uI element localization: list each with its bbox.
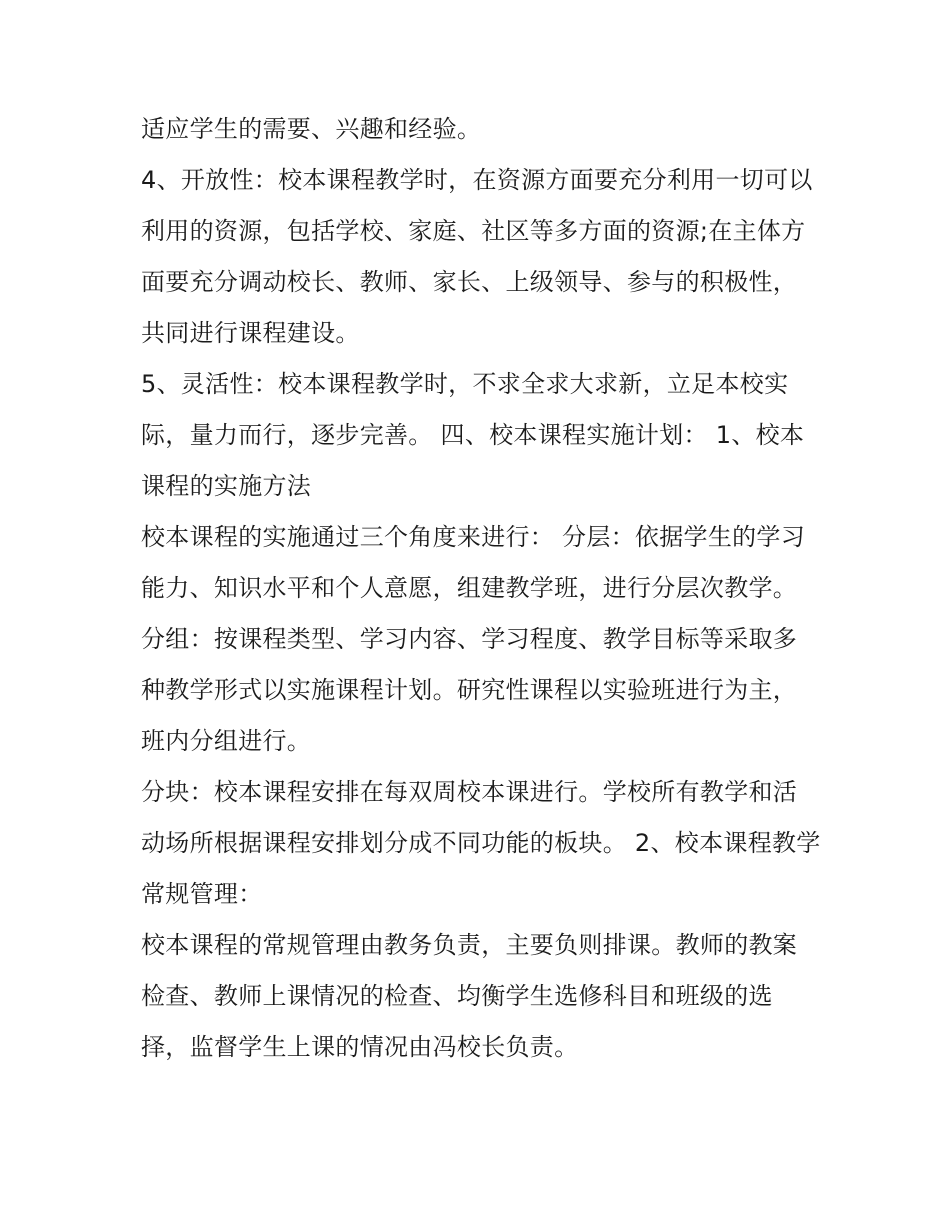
document-body <box>141 104 821 1073</box>
paragraph-routine-management: 校本课程的常规管理由教务负责，主要负则排课。教师的教案检查、教师上课情况的检查、均衡学生选修科目和班级的选择，监督学生上课的情况由冯校长负责。 <box>141 931 798 1061</box>
paragraph-openness: 4、开放性：校本课程教学时，在资源方面要充分利用一切可以利用的资源，包括学校、家庭、社区等多方面的资源;在主体方面要充分调动校长、教师、家长、上级领导、参与的积极性，共同进行课程建设。 <box>141 166 813 347</box>
paragraph-blocks: 分块：校本课程安排在每双周校本课进行。学校所有教学和活动场所根据课程安排划分成不同功能的板块。 2、校本课程教学常规管理： <box>141 778 821 908</box>
paragraph-grouping: 分组：按课程类型、学习内容、学习程度、教学目标等采取多种教学形式以实施课程计划。研究性课程以实验班进行为主，班内分组进行。 <box>141 625 798 755</box>
paragraph-flexibility: 5、灵活性：校本课程教学时，不求全求大求新，立足本校实际，量力而行，逐步完善。 四、校本课程实施计划： 1、校本课程的实施方法 <box>141 370 805 500</box>
paragraph-implementation-layers: 校本课程的实施通过三个角度来进行： 分层：依据学生的学习能力、知识水平和个人意愿，组建教学班，进行分层次教学。 <box>141 523 806 602</box>
paragraph-continuation: 适应学生的需要、兴趣和经验。 <box>141 115 482 143</box>
